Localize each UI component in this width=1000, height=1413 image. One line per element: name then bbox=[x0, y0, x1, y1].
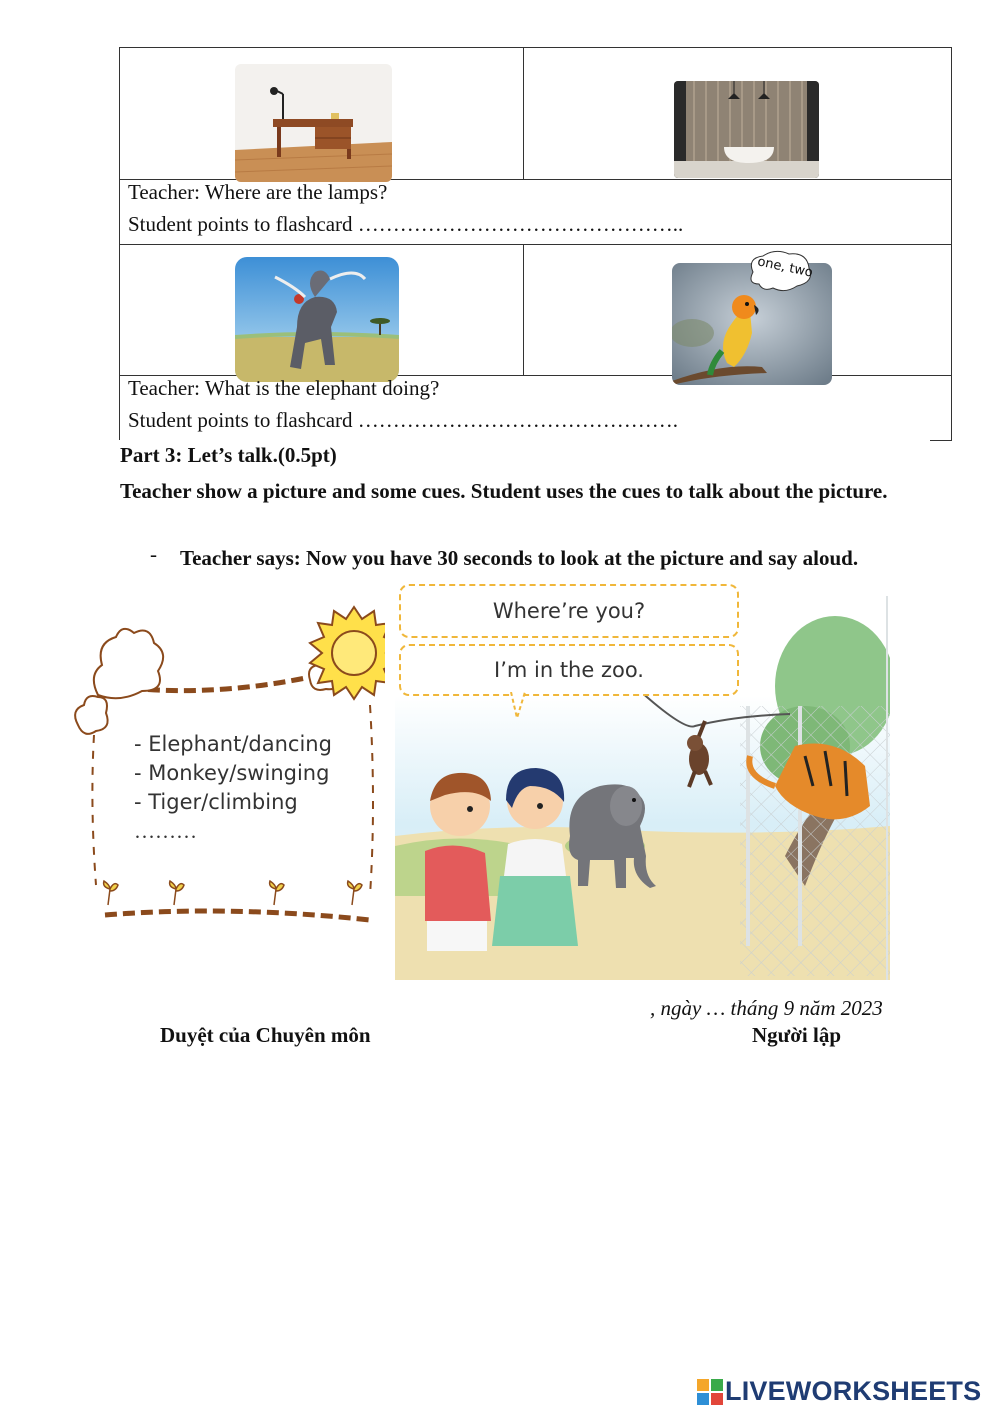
author-signature: Người lập bbox=[752, 1023, 841, 1047]
date-line: , ngày … tháng 9 năm 2023 bbox=[650, 996, 883, 1020]
row2-answer: Student points to flashcard ………………………………………. bbox=[128, 408, 679, 432]
zoo-bubble-question: Where’re you? bbox=[399, 584, 739, 638]
parrot-bubble-text: one, two bbox=[756, 254, 815, 281]
cue-item-more: ……… bbox=[134, 819, 197, 843]
bathroom-photo bbox=[674, 81, 819, 178]
zoo-bubble-answer: I’m in the zoo. bbox=[399, 644, 739, 696]
desk-photo bbox=[235, 64, 392, 182]
bullet-text: Teacher says: Now you have 30 seconds to look at the picture and say aloud. bbox=[180, 546, 859, 570]
liveworksheets-logo[interactable] bbox=[697, 1376, 981, 1407]
bullet-dash: - bbox=[150, 542, 157, 566]
cue-item-elephant: - Elephant/dancing bbox=[134, 732, 332, 756]
part3-instruction: Teacher show a picture and some cues. Student uses the cues to talk about the picture. bbox=[120, 479, 888, 503]
zoo-scene bbox=[395, 596, 890, 980]
row1-answer: Student points to flashcard ……………………………………….. bbox=[128, 212, 684, 236]
dancing-elephant-photo bbox=[235, 257, 399, 382]
liveworksheets-logo-icon bbox=[697, 1379, 723, 1405]
liveworksheets-logo-text: LIVEWORKSHEETS bbox=[725, 1376, 982, 1406]
cue-board bbox=[70, 605, 385, 935]
part3-title: Part 3: Let’s talk.(0.5pt) bbox=[120, 443, 337, 467]
parrot-speech-bubble bbox=[745, 250, 815, 296]
row2-question: Teacher: What is the elephant doing? bbox=[128, 376, 440, 400]
approval-signature: Duyệt của Chuyên môn bbox=[160, 1023, 371, 1047]
cue-item-tiger: - Tiger/climbing bbox=[134, 790, 298, 814]
row1-question: Teacher: Where are the lamps? bbox=[128, 180, 388, 204]
cue-item-monkey: - Monkey/swinging bbox=[134, 761, 330, 785]
cue-list bbox=[134, 730, 332, 846]
